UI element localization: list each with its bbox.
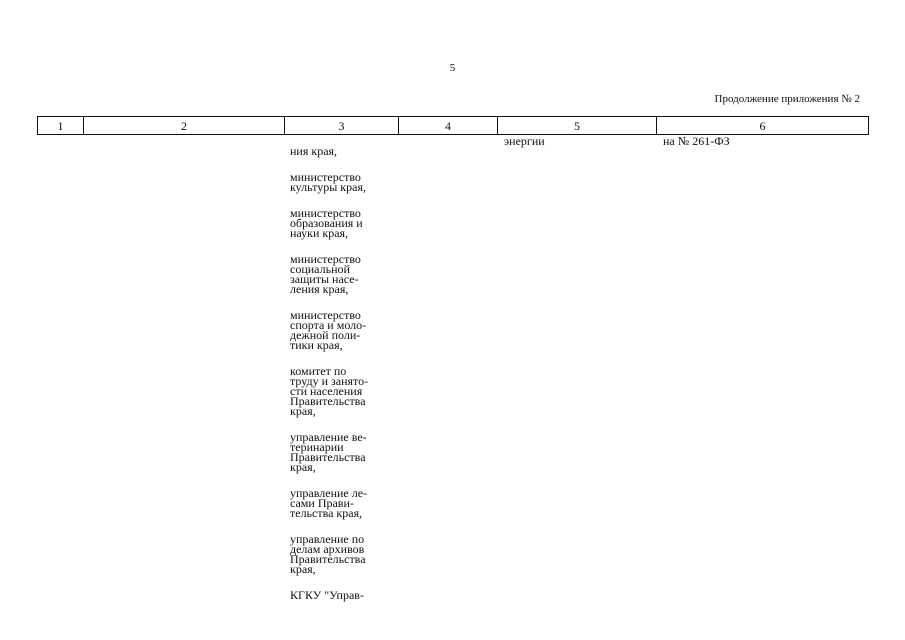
col3-entry: управление ве- теринарии Правительства края, <box>290 430 367 474</box>
column-number-3: 3 <box>285 117 399 135</box>
col3-entry: управление ле- сами Прави- тельства края, <box>290 486 368 520</box>
col3-entry: КГКУ "Управ- <box>290 588 364 602</box>
column-5-content: энергии <box>504 134 545 148</box>
column-number-6: 6 <box>657 117 869 135</box>
col3-entry: министерство культуры края, <box>290 170 366 194</box>
col3-entry: министерство образования и науки края, <box>290 206 363 240</box>
col3-entry: ния края, <box>290 144 338 158</box>
column-3-content <box>290 136 396 616</box>
col3-entry: министерство спорта и моло- дежной поли- тики края, <box>290 308 367 352</box>
col3-entry: комитет по труду и занято- сти населения Правительства края, <box>290 364 369 418</box>
column-number-header <box>37 116 869 135</box>
column-number-5: 5 <box>498 117 657 135</box>
column-6-content: на № 261-ФЗ <box>663 134 730 148</box>
column-number-4: 4 <box>399 117 498 135</box>
col3-entry: управление по делам архивов Правительства края, <box>290 532 366 576</box>
column-number-2: 2 <box>84 117 285 135</box>
header-row <box>38 117 869 135</box>
page-number: 5 <box>449 62 456 74</box>
col3-entry: министерство социальной защиты насе- ления края, <box>290 252 361 296</box>
appendix-continuation-label: Продолжение приложения № 2 <box>714 93 860 105</box>
column-number-1: 1 <box>38 117 84 135</box>
